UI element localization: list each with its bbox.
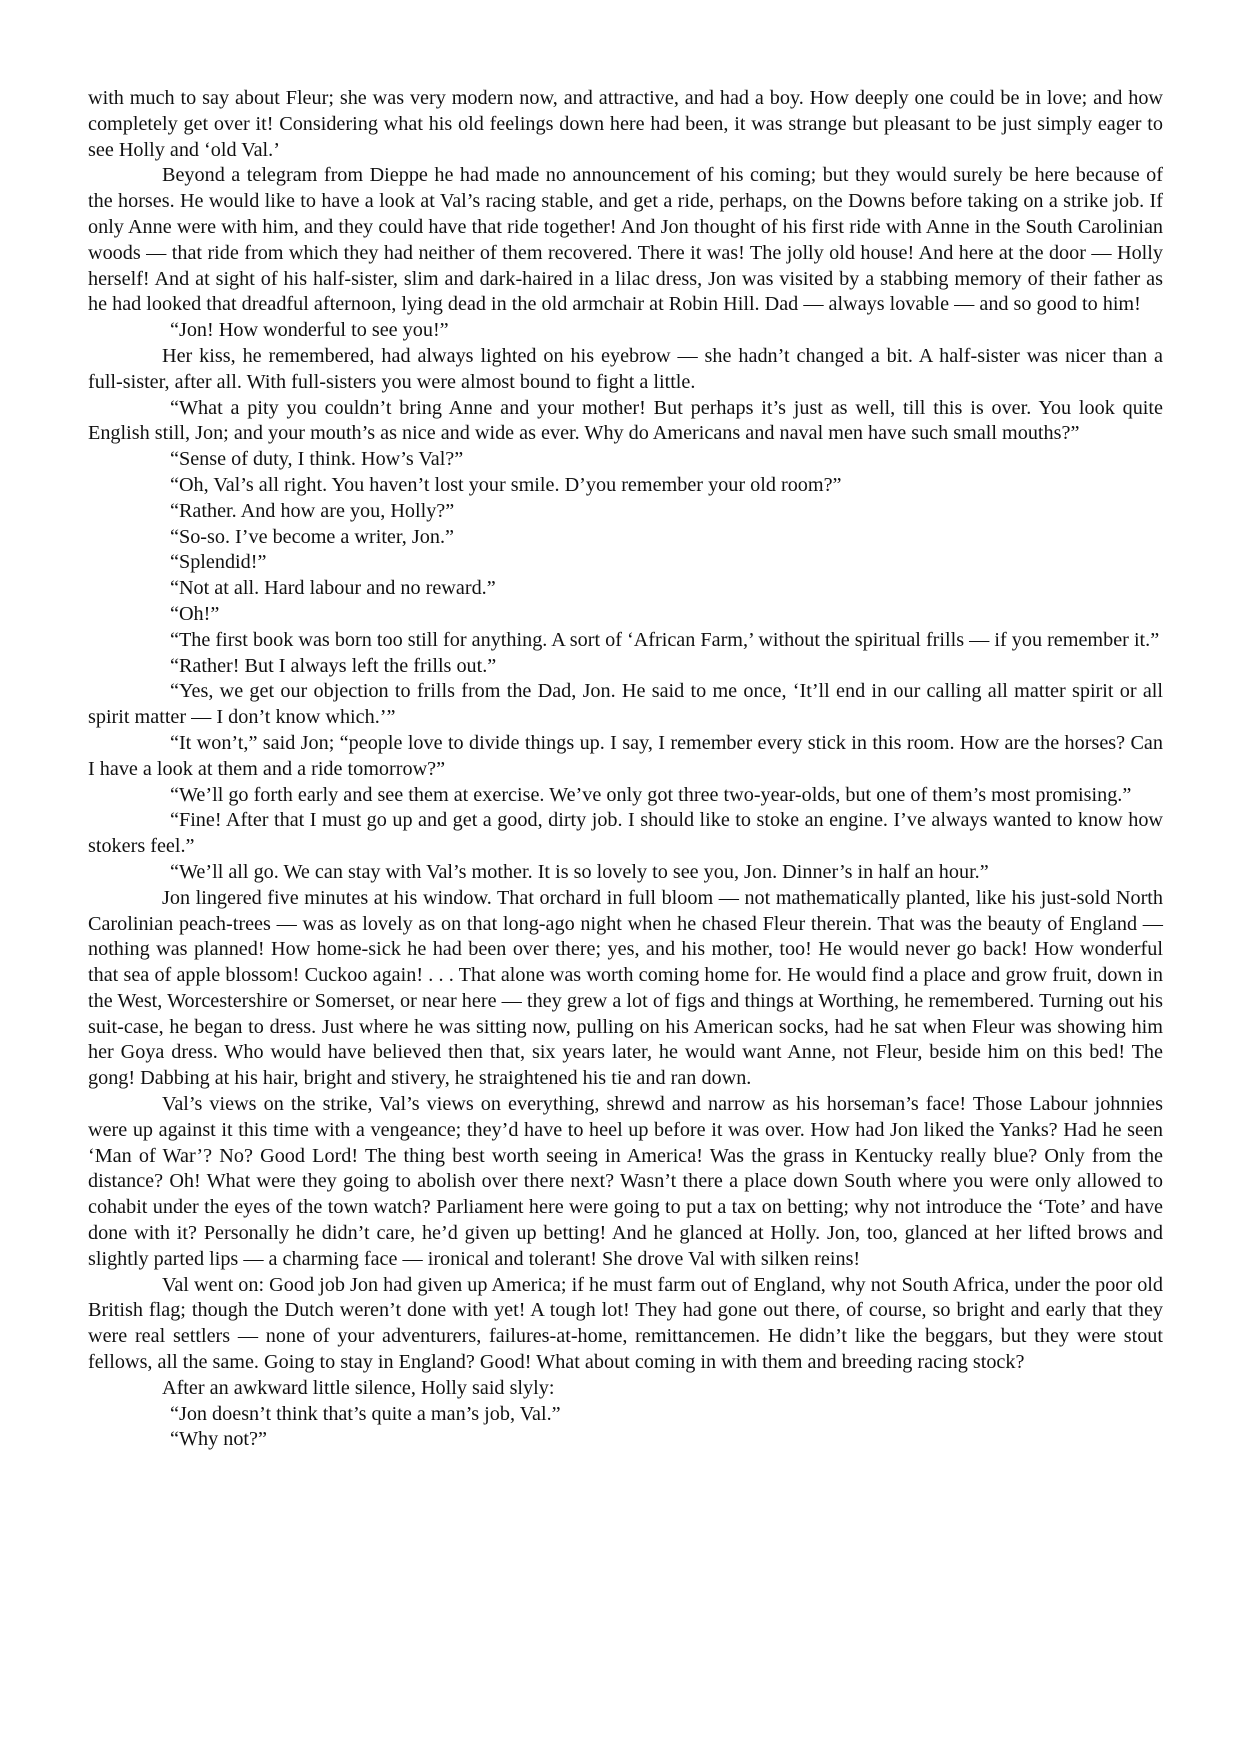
dialogue-line: “Oh!”	[170, 602, 220, 625]
dialogue-line: “Splendid!”	[170, 551, 267, 574]
dialogue-line: “Rather. And how are you, Holly?”	[170, 499, 455, 522]
dialogue-line: “Jon doesn’t think that’s quite a man’s job, Val.”	[170, 1402, 561, 1425]
dialogue-line: “Not at all. Hard labour and no reward.”	[170, 577, 496, 600]
dialogue-line: “It won’t,” said Jon; “people love to divide things up. I say, I remember every stick in this room. How are the horses? Can I have a look at them and a ride tomorrow?”	[88, 731, 1163, 780]
dialogue-line: “We’ll all go. We can stay with Val’s mother. It is so lovely to see you, Jon. Dinner’s in half an hour.”	[170, 860, 989, 883]
dialogue-line: “Oh, Val’s all right. You haven’t lost your smile. D’you remember your old room?”	[170, 473, 842, 496]
paragraph: Her kiss, he remembered, had always lighted on his eyebrow — she hadn’t changed a bit. A half-sister was nicer than a full-sister, after all. With full-sisters you were almost bound to fight a little.	[88, 344, 1163, 393]
dialogue-line: “We’ll go forth early and see them at exercise. We’ve only got three two-year-olds, but one of them’s most promising.”	[170, 783, 1132, 806]
dialogue-line: “Jon! How wonderful to see you!”	[170, 319, 449, 342]
paragraph: Val went on: Good job Jon had given up America; if he must farm out of England, why not South Africa, under the poor old British flag; though the Dutch weren’t done with yet! A tough lot! They had gone out there, of course, so bright and early that they were real settlers — none of your adventurers, failures-at-home, remittancemen. He didn’t like the beggars, but they were stout fellows, all the same. Going to stay in England? Good! What about coming in with them and breeding racing stock?	[88, 1273, 1163, 1374]
dialogue-line: “So-so. I’ve become a writer, Jon.”	[170, 525, 454, 548]
dialogue-line: “Why not?”	[170, 1428, 267, 1451]
dialogue-line: “What a pity you couldn’t bring Anne and your mother! But perhaps it’s just as well, till this is over. You look quite English still, Jon; and your mouth’s as nice and wide as ever. Why do Americans and naval men have such small mouths?”	[88, 396, 1163, 445]
document-page	[88, 86, 1163, 1453]
paragraph: After an awkward little silence, Holly said slyly:	[162, 1376, 555, 1399]
paragraph: Beyond a telegram from Dieppe he had made no announcement of his coming; but they would surely be here because of the horses. He would like to have a look at Val’s racing stable, and get a ride, perhaps, on the Downs before taking on a strike job. If only Anne were with him, and they could have that ride together! And Jon thought of his first ride with Anne in the South Carolinian woods — that ride from which they had neither of them recovered. There it was! The jolly old house! And here at the door — Holly herself! And at sight of his half-sister, slim and dark-haired in a lilac dress, Jon was visited by a stabbing memory of their father as he had looked that dreadful afternoon, lying dead in the old armchair at Robin Hill. Dad — always lovable — and so good to him!	[88, 164, 1163, 316]
paragraph: with much to say about Fleur; she was very modern now, and attractive, and had a boy. How deeply one could be in love; and how completely get over it! Considering what his old feelings down here had been, it was strange but pleasant to be just simply eager to see Holly and ‘old Val.’	[88, 87, 1163, 161]
dialogue-line: “Yes, we get our objection to frills from the Dad, Jon. He said to me once, ‘It’ll end in our calling all matter spirit or all spirit matter — I don’t know which.’”	[88, 680, 1163, 729]
dialogue-line: “Fine! After that I must go up and get a good, dirty job. I should like to stoke an engine. I’ve always wanted to know how stokers feel.”	[88, 809, 1163, 858]
dialogue-line: “Rather! But I always left the frills out.”	[170, 654, 497, 677]
dialogue-line: “The first book was born too still for anything. A sort of ‘African Farm,’ without the spiritual frills — if you remember it.”	[170, 628, 1160, 651]
paragraph: Jon lingered five minutes at his window. That orchard in full bloom — not mathematically planted, like his just-sold North Carolinian peach-trees — was as lovely as on that long-ago night when he chased Fleur therein. That was the beauty of England — nothing was planned! How home-sick he had been over there; yes, and his mother, too! He would never go back! How wonderful that sea of apple blossom! Cuckoo again! . . . That alone was worth coming home for. He would find a place and grow fruit, down in the West, Worcestershire or Somerset, or near here — they grew a lot of figs and things at Worthing, he remembered. Turning out his suit-case, he began to dress. Just where he was sitting now, pulling on his American socks, had he sat when Fleur was showing him her Goya dress. Who would have believed then that, six years later, he would want Anne, not Fleur, beside him on this bed! The gong! Dabbing at his hair, bright and stivery, he straightened his tie and ran down.	[88, 886, 1163, 1090]
dialogue-line: “Sense of duty, I think. How’s Val?”	[170, 448, 464, 471]
paragraph: Val’s views on the strike, Val’s views on everything, shrewd and narrow as his horseman’s face! Those Labour johnnies were up against it this time with a vengeance; they’d have to heel up before it was over. How had Jon liked the Yanks? Had he seen ‘Man of War’? No? Good Lord! The thing best worth seeing in America! Was the grass in Kentucky really blue? Only from the distance? Oh! What were they going to abolish over there next? Wasn’t there a place down South where you were only allowed to cohabit under the eyes of the town watch? Parliament here were going to put a tax on betting; why not introduce the ‘Tote’ and have done with it? Personally he didn’t care, he’d given up betting! And he glanced at Holly. Jon, too, glanced at her lifted brows and slightly parted lips — a charming face — ironical and tolerant! She drove Val with silken reins!	[88, 1093, 1163, 1270]
